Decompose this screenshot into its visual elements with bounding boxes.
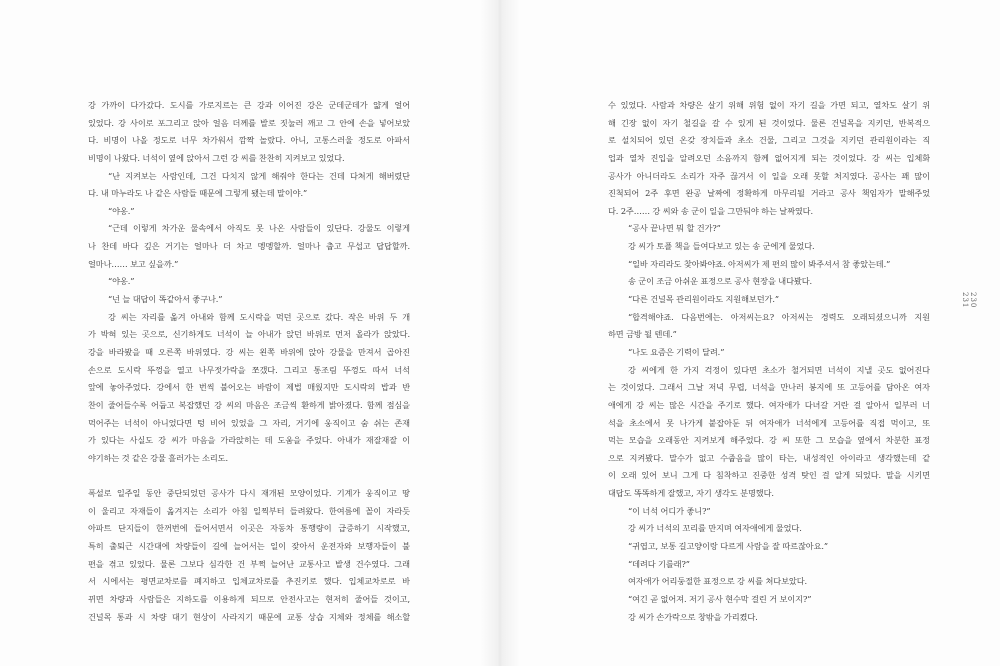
text-line: 손으로 도시락 뚜껑을 열고 나무젓가락을 쪼갰다. 그리고 통조림 뚜껑도 따서 너석 — [88, 364, 410, 375]
text-line: “합격해야죠. 다음번에는. 아저씨는요? 아저씨는 경력도 오래되셨으니까 지원 — [628, 311, 930, 322]
text-line: 강 씨가 손가락으로 창밖을 가리켰다. — [628, 611, 758, 622]
text-line: 다. 내 마누라도 나 같은 사람들 때문에 그렇게 됐는데 말이야.” — [88, 188, 308, 199]
text-line: 애에게 강 씨는 많은 시간을 주기로 했다. 여자애가 다녀갈 거란 걸 알아서 일부러 너 — [608, 399, 930, 410]
text-line: 있었다. 강 사이로 포그리고 앉아 얼음 더께를 발로 짓눌러 깨고 그 안에 손을 넣어보았 — [88, 117, 410, 128]
text-line: 서 시에서는 평면교차로를 폐지하고 입체교차로를 추진키로 했다. 입체교차로로 바 — [88, 576, 410, 587]
left-page-text — [88, 97, 410, 626]
text-line: 찬이 줄어들수록 어둡고 복잡했던 강 씨의 마음은 조금씩 환하게 밝아졌다. 함께 점심을 — [88, 399, 410, 410]
text-line: 강을 바라봤을 때 오른쪽 바위였다. 강 씨는 왼쪽 바위에 앉아 강물을 만져서 곱아진 — [88, 346, 410, 357]
text-line: 건널목 통과 시 차량 대기 현상이 사라지기 때문에 교통 상습 지체와 정체를 해소할 — [88, 611, 410, 622]
text-line: 으로 지켜봤다. 말수가 없고 수줍음을 많이 타는, 내성적인 아이라고 생각했는데 같 — [608, 452, 930, 463]
page-number-left: 230 — [969, 292, 977, 309]
text-line: “공사 끝나면 뭐 할 건가?” — [628, 223, 721, 234]
text-line: “야옹.” — [108, 276, 135, 287]
right-page-text — [608, 97, 930, 626]
text-line: 강 가까이 다가갔다. 도시를 가로지르는 큰 강과 이어진 강은 군데군데가 얇게 얼어 — [88, 100, 410, 110]
text-line: “넌 늘 대답이 똑같아서 좋구나.” — [108, 294, 223, 305]
text-line: 강 씨에게 한 가지 걱정이 있다면 초소가 철거되면 너석이 지낼 곳도 없어진다 — [628, 364, 930, 375]
text-line: “이 너석 어디가 좋니?” — [628, 505, 711, 516]
text-line: 대답도 똑똑하게 잘했고, 자기 생각도 분명했다. — [608, 488, 774, 499]
text-line: 석을 초소에서 못 나가게 붙잡아둔 뒤 여자애가 너석에게 고등어를 직접 먹이고, 또 — [608, 417, 930, 428]
text-line: 편을 겪고 있었다. 물론 그보다 심각한 건 부쩍 늘어난 교통사고 발생 건수였다. 그래 — [88, 558, 410, 569]
text-line: “난 지켜보는 사람인데, 그건 다치지 않게 해줘야 한다는 건데 다쳐게 해버렸단 — [108, 170, 410, 181]
text-line: 업과 열차 진입을 알려오던 소음까지 함께 없어지게 되는 것이었다. 강 씨는 입체화 — [608, 152, 930, 163]
text-line: 송 군이 조금 아쉬운 표정으로 공사 현장을 내다봤다. — [628, 276, 813, 287]
text-line: 폭설로 일주일 동안 중단되었던 공사가 다시 재개된 모양이었다. 기계가 웅직이고 땅 — [88, 488, 410, 499]
text-line: 먹는 모습을 오래동안 지켜보게 해주었다. 강 씨 또한 그 모습을 옆에서 차분한 표정 — [608, 435, 930, 446]
text-line: 뀌면 차량과 사람들은 지하도를 이용하게 되므로 안전사고는 현저히 줄어들 것이고, — [88, 593, 410, 604]
text-line: “데려다 기를래?” — [628, 558, 690, 569]
text-line: 강 씨가 너석의 꼬리를 만지며 여자애에게 물었다. — [628, 523, 802, 534]
text-line: 해 긴장 없이 자기 철길을 갈 수 있게 된 것이었다. 물론 건널목을 지키던, 반복적으 — [608, 117, 930, 128]
text-line: 먹어주는 너석이 아니었다면 텅 비어 있었을 그 자리, 거기에 웅직이고 숨 쉬는 존재 — [88, 417, 410, 428]
text-line: 공사가 아니더라도 소리가 자주 끊겨서 이 일을 오래 못할 처지였다. 공사는 꽤 많이 — [608, 170, 930, 181]
text-line: “야옹.” — [108, 205, 135, 216]
text-line: 강 씨는 자리를 옮겨 아내와 함께 도시락을 먹던 곳으로 갔다. 작은 바위 두 개 — [108, 311, 410, 322]
text-line: 얼마나…… 보고 싶을까.” — [88, 258, 179, 269]
text-line: 아파트 단지들이 한꺼번에 들어서면서 이곳은 자동차 통행량이 급증하기 시작했고, — [88, 523, 410, 534]
text-line: 하면 금방 될 텐데.” — [608, 329, 677, 340]
text-line: 다. 비명이 나올 정도로 너무 차가워서 깜짝 놀랐다. 아니, 고통스러울 정도로 아파서 — [88, 135, 410, 146]
text-line: 는 것이었다. 그래서 그날 저녁 무렵, 너석을 만나러 봉지에 또 고등어를 담아온 여자 — [608, 382, 930, 393]
text-line: “귀엽고, 보통 길고양이랑 다르게 사람을 잘 따르잖아요.” — [628, 541, 828, 552]
text-line: 가 있다는 사실도 강 씨가 마음을 가라앉히는 데 도움을 주었다. 아내가 재잘재잘 이 — [88, 435, 410, 446]
text-line: “근데 이렇게 차가운 물속에서 아직도 못 나온 사람들이 있단다. 강물도 이렇게 — [108, 223, 410, 234]
text-line: “일바 자리라도 찾아봐야죠. 아저씨가 제 편의 많이 봐주셔서 참 좋았는데.” — [628, 258, 891, 269]
text-line: 앞에 놓아주었다. 강에서 한 번씩 불어오는 바람이 제법 매웠지만 도시락의 밥과 반 — [88, 382, 410, 393]
text-line: “나도 요즘은 기력이 달려.” — [628, 346, 725, 357]
text-line: 다. 2주…… 강 씨와 송 군이 일을 그만둬야 하는 날짜였다. — [608, 205, 813, 216]
text-line: 가 박혀 있는 곳으로, 신기하게도 너석이 늘 아내가 앉던 바위로 먼저 올라가 앉았다. — [88, 329, 410, 340]
page-number-right: 231 — [961, 292, 969, 309]
text-line: 수 있었다. 사람과 차량은 살기 위해 위험 없이 자기 길을 가면 되고, 열차도 살기 위 — [608, 100, 930, 110]
text-line: 특히 출퇴근 시간대에 차량들이 길에 늘어서는 일이 잦아서 운전자와 보행자들이 불 — [88, 541, 410, 552]
text-line: “여긴 곧 없어져. 저기 공사 현수막 걸린 거 보이지?” — [628, 593, 812, 604]
text-line: 진척되어 2주 후면 완공 날짜에 정확하게 마무리될 거라고 공사 책임자가 말해주었 — [608, 188, 930, 199]
page-numbers — [961, 292, 977, 308]
text-line: 비명이 나왔다. 너석이 옆에 앉아서 그런 강 씨를 찬찬히 지켜보고 있었다. — [88, 152, 345, 163]
text-line: 강 씨가 토플 책을 들여다보고 있는 송 군에게 물었다. — [628, 241, 815, 252]
text-line: 이 울리고 자재들이 옮겨지는 소리가 아침 일찍부터 들려왔다. 한여름에 꼴이 자라듯 — [88, 505, 410, 516]
text-line: 이 오래 있어 보니 그게 다 침착하고 진중한 성격 탓인 걸 알게 되었다. 말을 시키면 — [608, 470, 930, 481]
text-line: 여자애가 어리둥절한 표정으로 강 씨를 쳐다보았다. — [628, 576, 808, 587]
text-line: 야기하는 것 같은 강물 흘러가는 소리도. — [88, 452, 228, 463]
text-line: 로 설치되어 있던 온갖 장치들과 초소 건물, 그리고 그것을 지키던 관리원이라는 직 — [608, 135, 930, 146]
text-line: “다른 건널목 관리원이라도 지원해보던가.” — [628, 294, 779, 305]
text-line: 나 찬데 바다 깊은 거기는 얼마나 더 차고 멩멩할까. 얼마나 춥고 무섭고 답답할까. — [88, 241, 410, 252]
